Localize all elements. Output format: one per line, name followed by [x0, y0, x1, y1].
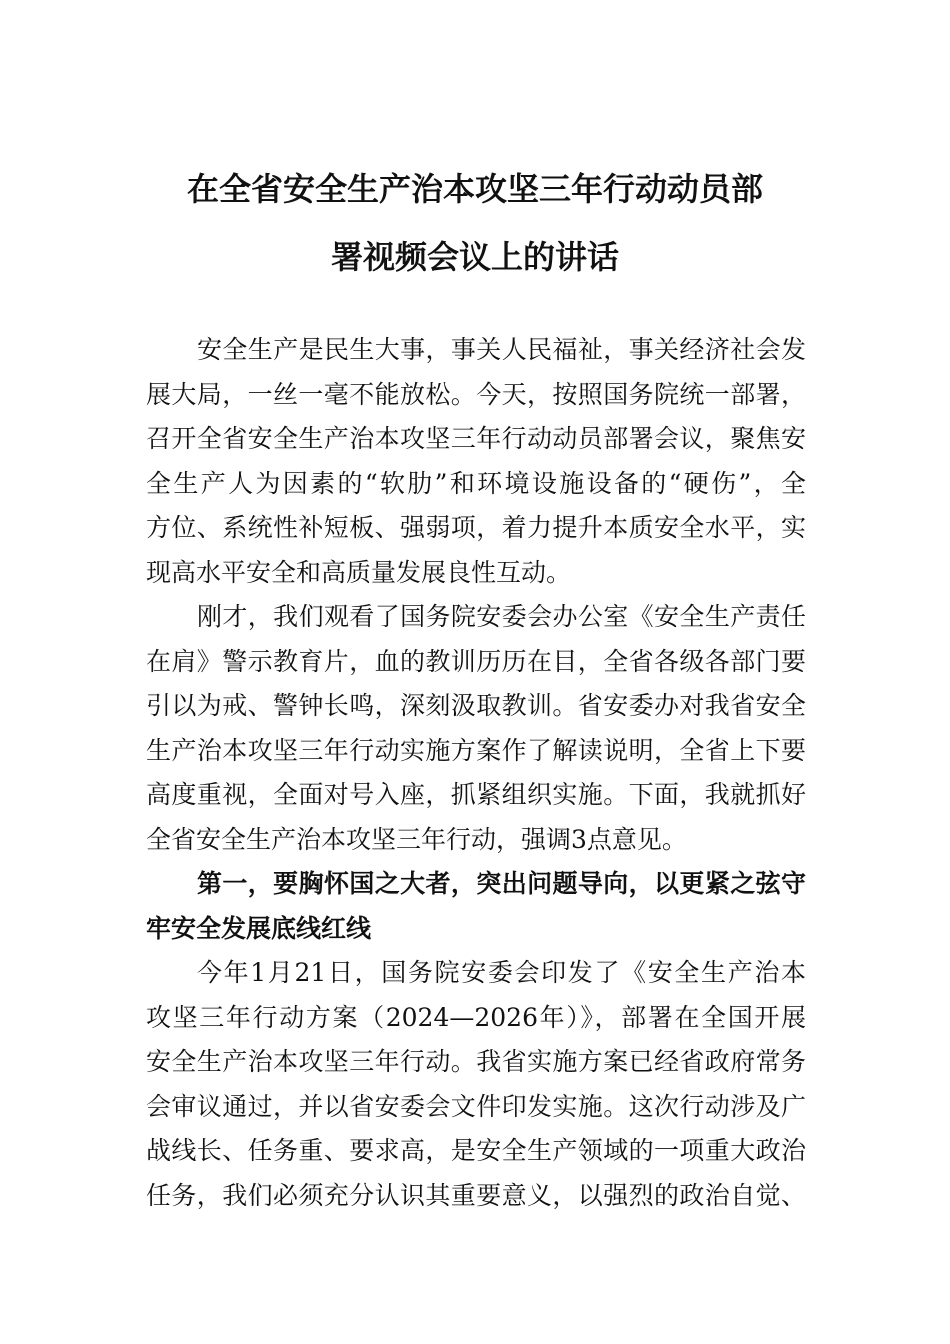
section-heading [146, 862, 806, 951]
text-line: 生产治本攻坚三年行动实施方案作了解读说明，全省上下要 [146, 735, 806, 765]
paragraph [146, 328, 806, 595]
text-line: 安全生产是民生大事，事关人民福祉，事关经济社会发 [197, 335, 806, 364]
text-line: 战线长、任务重、要求高，是安全生产领域的一项重大政治 [146, 1136, 806, 1165]
document-title-line-2: 署视频会议上的讲话 [330, 238, 619, 276]
text-line: 召开全省安全生产治本攻坚三年行动动员部署会议，聚焦安 [146, 424, 806, 453]
text-line: 今年1月21日，国务院安委会印发了《安全生产治本 [197, 958, 806, 987]
text-line: 任务，我们必须充分认识其重要意义，以强烈的政治自觉、 [146, 1180, 806, 1210]
text-line: 第一，要胸怀国之大者，突出问题导向，以更紧之弦守 [197, 869, 806, 898]
document-body [146, 328, 806, 1218]
text-line: 现高水平安全和高质量发展良性互动。 [146, 557, 572, 587]
text-line: 展大局，一丝一毫不能放松。今天，按照国务院统一部署， [146, 379, 806, 409]
text-line: 在肩》警示教育片，血的教训历历在目，全省各级各部门要 [146, 646, 806, 676]
text-line: 方位、系统性补短板、强弱项，着力提升本质安全水平，实 [146, 513, 806, 542]
text-line: 牢安全发展底线红线 [146, 913, 372, 943]
text-line: 引以为戒、警钟长鸣，深刻汲取教训。省安委办对我省安全 [146, 691, 806, 720]
paragraph [146, 951, 806, 1218]
text-line: 刚才，我们观看了国务院安委会办公室《安全生产责任 [197, 602, 806, 631]
paragraph [146, 595, 806, 862]
text-line: 全生产人为因素的“软肋”和环境设施设备的“硬伤”，全 [146, 468, 806, 498]
text-line: 攻坚三年行动方案（2024—2026年）》，部署在全国开展 [146, 1002, 806, 1032]
text-line: 高度重视，全面对号入座，抓紧组织实施。下面，我就抓好 [146, 780, 806, 809]
document-title-line-1: 在全省安全生产治本攻坚三年行动动员部 [186, 170, 763, 208]
text-line: 会审议通过，并以省安委会文件印发实施。这次行动涉及广 [146, 1091, 806, 1121]
text-line: 安全生产治本攻坚三年行动。我省实施方案已经省政府常务 [146, 1047, 806, 1076]
text-line: 全省安全生产治本攻坚三年行动，强调3点意见。 [146, 824, 687, 854]
